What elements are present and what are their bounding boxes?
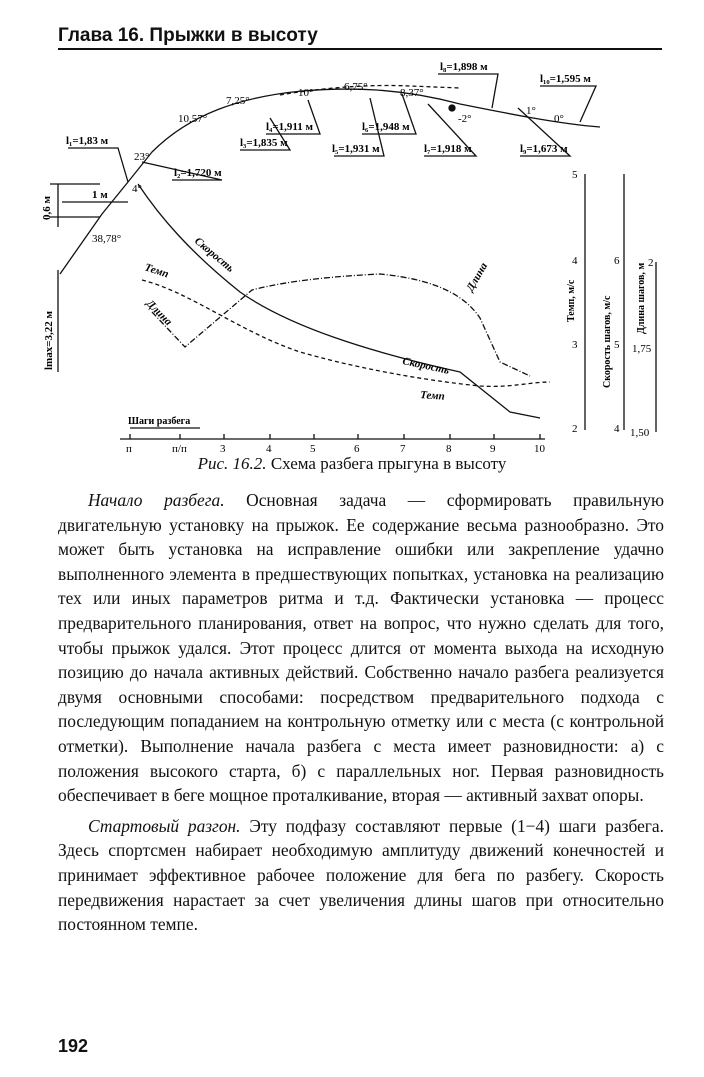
chapter-header [58,24,662,48]
angle-a4: 10,57° [178,113,208,125]
tempo-axis-title: Темп, м/с [566,279,577,322]
chapter-title: Глава 16. Прыжки в высоту [58,25,318,46]
figure-caption [0,454,704,474]
paragraph-lead: Стартовый разгон. [88,815,241,836]
step-tick-4: 4 [266,443,272,452]
paragraph-start-acceleration [58,814,664,937]
paragraph-lead: Начало разбега. [88,490,225,510]
angle-a6: 10° [298,87,314,99]
tempo-tick-5: 5 [572,169,578,181]
trajectory-curve [60,89,600,274]
label-length-1: Длина [143,297,175,328]
step-length-l6: l₆=1,948 м [362,121,410,133]
step-tick-10: 10 [534,443,545,452]
speed-curve [138,184,540,418]
length-tick-150: 1,50 [630,427,650,439]
label-tempo-2: Темп [419,389,446,403]
paragraph-text: Основная задача — сформировать правильную двигательную установку на прыжок. Ее содержание весьма разнообразно. Это может быть установка на исправление ошибки или закрепление удачно выполненного элемента в предшествующих попытках, установка на реализацию тех или иных параметров ритма и т.д. Фактически установка — процесс предварительного планирования, ответ на вопрос, что нужно сделать для того, чтобы прыжок удался. Этот процесс длится от момента выхода на исходную позицию до начала активных действий. Собственно начало разбега реализуется двумя основными способами: посредством предварительного подхода с последующим попаданием на контрольную отметку или с места (с контрольной отметки). Выполнение начала разбега с места имеет разновидности: а) с положения высокого старта, б) с параллельных ног. Первая разновидность обеспечивает в беге мощное проталкивание, вторая — активный захват опоры. [58,490,664,806]
angle-a8: 8,37° [400,87,424,99]
run-up-diagram [40,52,660,452]
step-length-l7: l₇=1,918 м [424,143,472,155]
l1-pointer [68,148,128,182]
body-text [58,488,664,937]
speed-tick-4: 4 [614,423,620,435]
angle-a10: 1° [526,105,536,117]
step-length-l4: l₄=1,911 м [266,121,314,133]
dim-06: 0,6 м [41,196,53,220]
angle-a7: 6,75° [344,81,368,93]
step-length-l9: l₉=1,673 м [520,143,568,155]
steps-axis-ticks [130,434,540,439]
header-rule [58,48,662,50]
step-tick-p: п [126,443,132,452]
step-tick-5: 5 [310,443,316,452]
step-tick-pp: п/п [172,443,187,452]
paragraph-run-up-start [58,488,664,808]
step-length-l5: l₅=1,931 м [332,143,380,155]
dim-lmax: lmax=3,22 м [43,311,55,370]
takeoff-point [449,105,455,111]
steps-axis-title: Шаги разбега [128,416,191,427]
angle-a9: -2° [458,113,472,125]
step-tick-6: 6 [354,443,360,452]
l10-pointer [540,86,596,122]
tempo-tick-4: 4 [572,255,578,267]
figure-caption-number: Рис. 16.2. [197,454,267,473]
page-number: 192 [58,1036,89,1056]
step-length-l1: l₁=1,83 м [66,135,109,147]
angle-a2: 23° [134,151,150,163]
label-length-2: Длина [464,260,491,294]
speed-tick-5: 5 [614,339,620,351]
label-speed-2: Скорость [401,355,451,377]
angle-a1: 38,78° [92,233,122,245]
angle-a5: 7,25° [226,95,250,107]
step-tick-3: 3 [220,443,226,452]
speed-axis-title: Скорость шагов, м/с [602,295,613,388]
figure-caption-text: Схема разбега прыгуна в высоту [266,454,507,473]
label-speed-1: Скорость [192,235,237,275]
length-tick-175: 1,75 [632,343,652,355]
label-tempo-1: Темп [143,261,171,281]
tempo-curve [142,280,550,386]
step-tick-8: 8 [446,443,452,452]
step-length-l8: l₈=1,898 м [440,61,488,73]
dim-1m: 1 м [92,189,108,201]
angle-a11: 0° [554,113,564,125]
step-length-l10: l₁₀=1,595 м [540,73,591,85]
step-tick-9: 9 [490,443,496,452]
length-axis-title: Длина шагов, м [636,262,647,334]
l8-pointer [438,74,498,108]
step-length-l2: l₂=1,720 м [174,167,222,179]
tempo-tick-3: 3 [572,339,578,351]
paragraph-text: Эту подфазу составляют первые (1−4) шаги разбега. Здесь спортсмен набирает необходимую амплитуду движений конечностей и принимает эффективное рабочее положение для бега по разбегу. Скорость передвижения нарастает за счет увеличения длины шагов при относительно постоянном темпе. [58,815,664,935]
angle-a3: 4° [132,183,142,195]
tempo-tick-2: 2 [572,423,578,435]
length-tick-2: 2 [648,257,654,269]
speed-tick-6: 6 [614,255,620,267]
step-tick-7: 7 [400,443,406,452]
step-length-l3: l₃=1,835 м [240,137,288,149]
